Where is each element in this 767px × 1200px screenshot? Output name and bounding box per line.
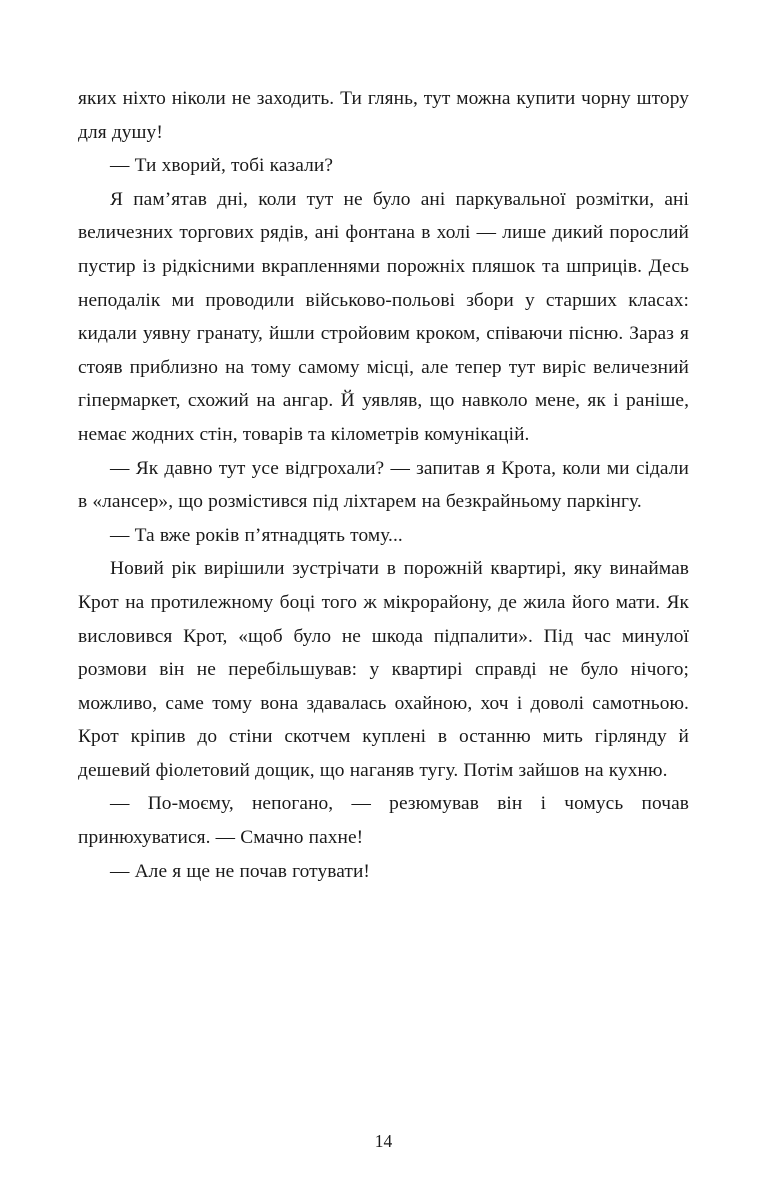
paragraph: Я пам’ятав дні, коли тут не було ані паркувальної розмітки, ані величезних торгових рядів, ані фонтана в холі — лише дикий порослий пустир із рідкісними вкрапленнями порожніх пляшок та шприців. Десь неподалік ми проводили військово-польові збори у старших класах: кидали уявну гранату, йшли стройовим кроком, співаючи пісню. Зараз я стояв приблизно на тому самому місці, але тепер тут виріс величезний гіпермаркет, схожий на ангар. Й уявляв, що навколо мене, як і раніше, немає жодних стін, товарів та кілометрів комунікацій. [78, 188, 689, 445]
paragraph: — Як давно тут усе відгрохали? — запитав я Крота, коли ми сідали в «лансер», що розмістився під ліхтарем на безкрайньому паркінгу. [78, 457, 689, 513]
paragraph: яких ніхто ніколи не заходить. Ти глянь, тут можна купити чорну штору для душу! [78, 88, 689, 143]
page-number: 14 [374, 1131, 393, 1151]
paragraph: Новий рік вирішили зустрічати в порожній квартирі, яку винаймав Крот на протилежному боці того ж мікрорайону, де жила його мати. Як висловився Крот, «щоб було не шкода підпалити». Під час минулої розмови він не перебільшував: у квартирі справді не було нічого; можливо, саме тому вона здавалась охайною, хоч і доволі самотньою. Крот кріпив до стіни скотчем куплені в останню мить гірлянду й дешевий фіолетовий дощик, що наганяв тугу. Потім зайшов на кухню. [78, 558, 689, 781]
paragraph: — Але я ще не почав готувати! [110, 860, 370, 882]
paragraph: — Ти хворий, тобі казали? [110, 155, 334, 177]
paragraph: — По-моєму, непогано, — резюмував він і чомусь почав принюхуватися. — Смачно пахне! [78, 793, 689, 849]
page-body-text [78, 82, 689, 888]
paragraph: — Та вже років п’ятнадцять тому... [110, 524, 403, 546]
